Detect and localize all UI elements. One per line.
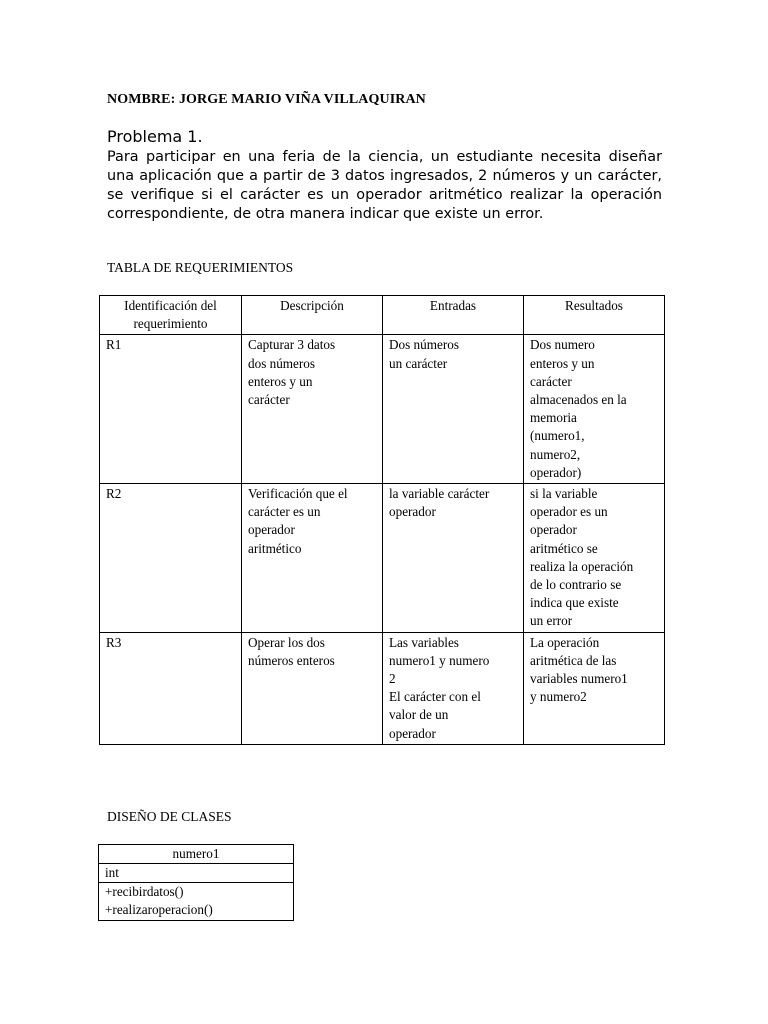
uml-method: +recibirdatos() <box>105 884 184 899</box>
uml-class-methods <box>99 883 293 920</box>
table-row <box>100 632 665 744</box>
requirement-id: R3 <box>100 632 242 744</box>
requirement-description: Verificación que el carácter es un operador aritmético <box>242 484 383 633</box>
requirement-inputs: la variable carácter operador <box>383 484 524 633</box>
problem-statement: Para participar en una feria de la ciencia, un estudiante necesita diseñar una aplicación que a partir de 3 datos ingresados, 2 números y un carácter, se verifique si el carácter es un operador aritmético realizar la operación correspondiente, de otra manera indicar que existe un error. <box>107 149 662 222</box>
requirement-id: R2 <box>100 484 242 633</box>
uml-class-box <box>98 844 294 921</box>
header-inputs: Entradas <box>383 296 524 335</box>
requirements-table <box>99 295 665 745</box>
table-row <box>100 484 665 633</box>
header-id: Identificación del requerimiento <box>100 296 242 335</box>
requirements-heading: TABLA DE REQUERIMIENTOS <box>107 260 294 275</box>
header-description: Descripción <box>242 296 383 335</box>
requirement-results: si la variable operador es un operador aritmético se realiza la operación de lo contrario se indica que existe un error <box>524 484 665 633</box>
requirement-results: Dos numero enteros y un carácter almacenados en la memoria (numero1, numero2, operador) <box>524 335 665 484</box>
requirement-description: Capturar 3 datos dos números enteros y un carácter <box>242 335 383 484</box>
uml-class-name: numero1 <box>99 845 293 864</box>
student-name: NOMBRE: JORGE MARIO VIÑA VILLAQUIRAN <box>107 92 426 107</box>
requirement-results: La operación aritmética de las variables numero1 y numero2 <box>524 632 665 744</box>
table-row <box>100 335 665 484</box>
requirement-description: Operar los dos números enteros <box>242 632 383 744</box>
uml-method: +realizaroperacion() <box>105 902 213 917</box>
requirement-inputs: Dos números un carácter <box>383 335 524 484</box>
class-design-heading: DISEÑO DE CLASES <box>107 809 232 824</box>
header-results: Resultados <box>524 296 665 335</box>
problem-title: Problema 1. <box>107 127 203 146</box>
requirement-id: R1 <box>100 335 242 484</box>
requirement-inputs: Las variables numero1 y numero 2 El carácter con el valor de un operador <box>383 632 524 744</box>
uml-class-attribute: int <box>99 864 293 883</box>
table-header-row <box>100 296 665 335</box>
